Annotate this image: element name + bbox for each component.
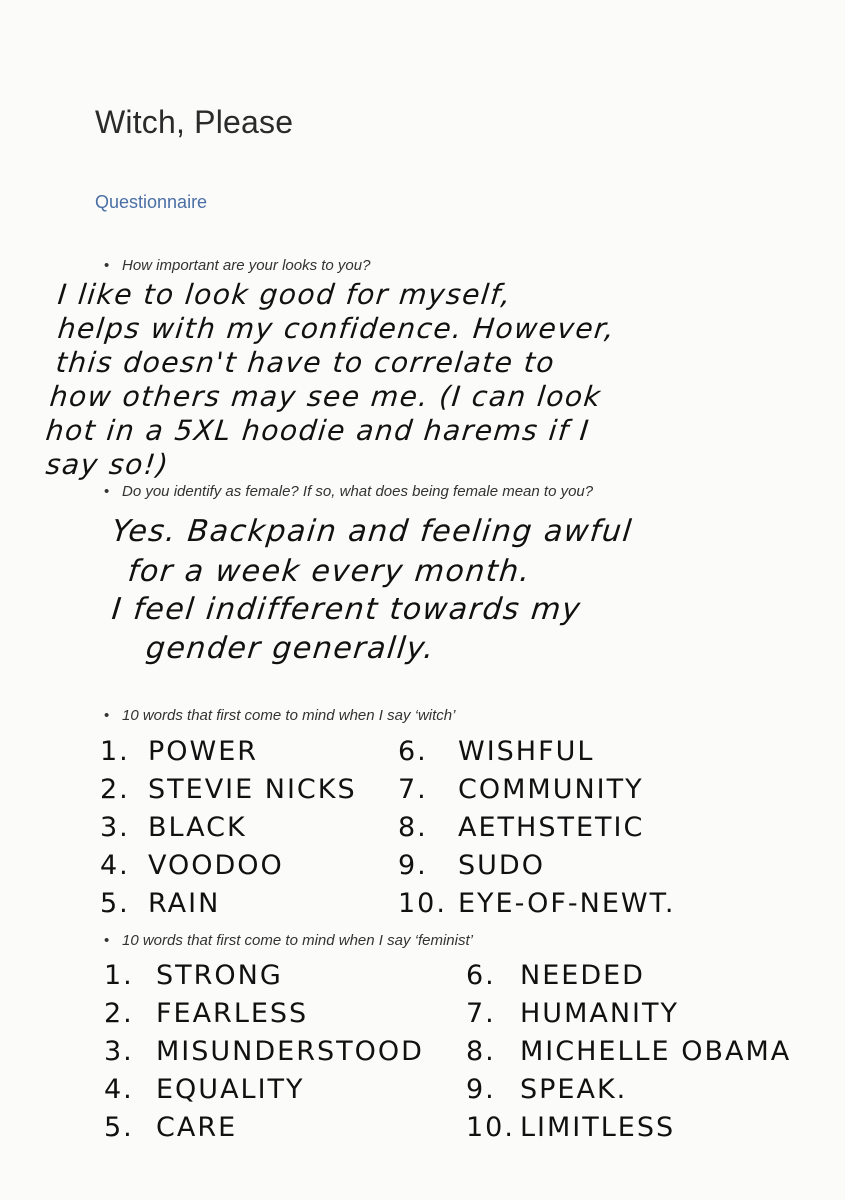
document-subtitle: Questionnaire <box>95 192 208 212</box>
list-item: 2. FEARLESS <box>104 998 309 1029</box>
bullet-icon: • <box>104 932 110 949</box>
answer-2-line: gender generally. <box>144 631 437 666</box>
list-item: 5. RAIN <box>100 888 221 919</box>
list-item: 10. EYE-OF-NEWT. <box>398 888 676 919</box>
question-4-text: 10 words that first come to mind when I say ‘feminist’ <box>122 932 473 949</box>
question-3 <box>104 707 456 724</box>
list-item: 7. COMMUNITY <box>398 774 644 805</box>
answer-1-line: helps with my confidence. However, <box>56 312 617 345</box>
bullet-icon: • <box>104 483 110 500</box>
list-item: 10. LIMITLESS <box>466 1112 676 1143</box>
list-item: 7. HUMANITY <box>466 998 679 1029</box>
list-item: 3. MISUNDERSTOOD <box>104 1036 424 1067</box>
list-item: 9. SPEAK. <box>466 1074 628 1105</box>
question-4 <box>104 932 473 949</box>
question-1-text: How important are your looks to you? <box>122 257 371 274</box>
list-item: 1. POWER <box>100 736 259 767</box>
answer-1-line: hot in a 5XL hoodie and harems if I <box>44 414 592 447</box>
question-2 <box>104 483 594 500</box>
list-item: 3. BLACK <box>100 812 247 843</box>
feminist-words-left <box>104 960 424 1150</box>
answer-1-line: say so!) <box>44 448 171 481</box>
list-item: 4. VOODOO <box>100 850 284 881</box>
question-3-text: 10 words that first come to mind when I say ‘witch’ <box>122 707 456 724</box>
list-item: 6. WISHFUL <box>398 736 595 767</box>
bullet-icon: • <box>104 707 110 724</box>
answer-1-line: I like to look good for myself, <box>56 278 514 311</box>
witch-words-left <box>100 736 357 926</box>
question-2-text: Do you identify as female? If so, what does being female mean to you? <box>122 483 594 500</box>
list-item: 6. NEEDED <box>466 960 645 991</box>
answer-1-line: how others may see me. (I can look <box>48 380 604 413</box>
list-item: 5. CARE <box>104 1112 238 1143</box>
bullet-icon: • <box>104 257 110 274</box>
question-1 <box>104 257 371 274</box>
list-item: 1. STRONG <box>104 960 283 991</box>
list-item: 8. MICHELLE OBAMA <box>466 1036 792 1067</box>
feminist-words-right <box>466 960 791 1150</box>
answer-2-line: for a week every month. <box>126 554 533 589</box>
answer-2-line: I feel indifferent towards my <box>110 592 584 627</box>
list-item: 2. STEVIE NICKS <box>100 774 357 805</box>
answer-1-line: this doesn't have to correlate to <box>54 346 557 379</box>
answer-2-line: Yes. Backpain and feeling awful <box>110 514 635 549</box>
list-item: 8. AETHSTETIC <box>398 812 645 843</box>
document-title: Witch, Please <box>95 104 294 140</box>
witch-words-right <box>398 736 675 926</box>
list-item: 4. EQUALITY <box>104 1074 305 1105</box>
list-item: 9. SUDO <box>398 850 545 881</box>
